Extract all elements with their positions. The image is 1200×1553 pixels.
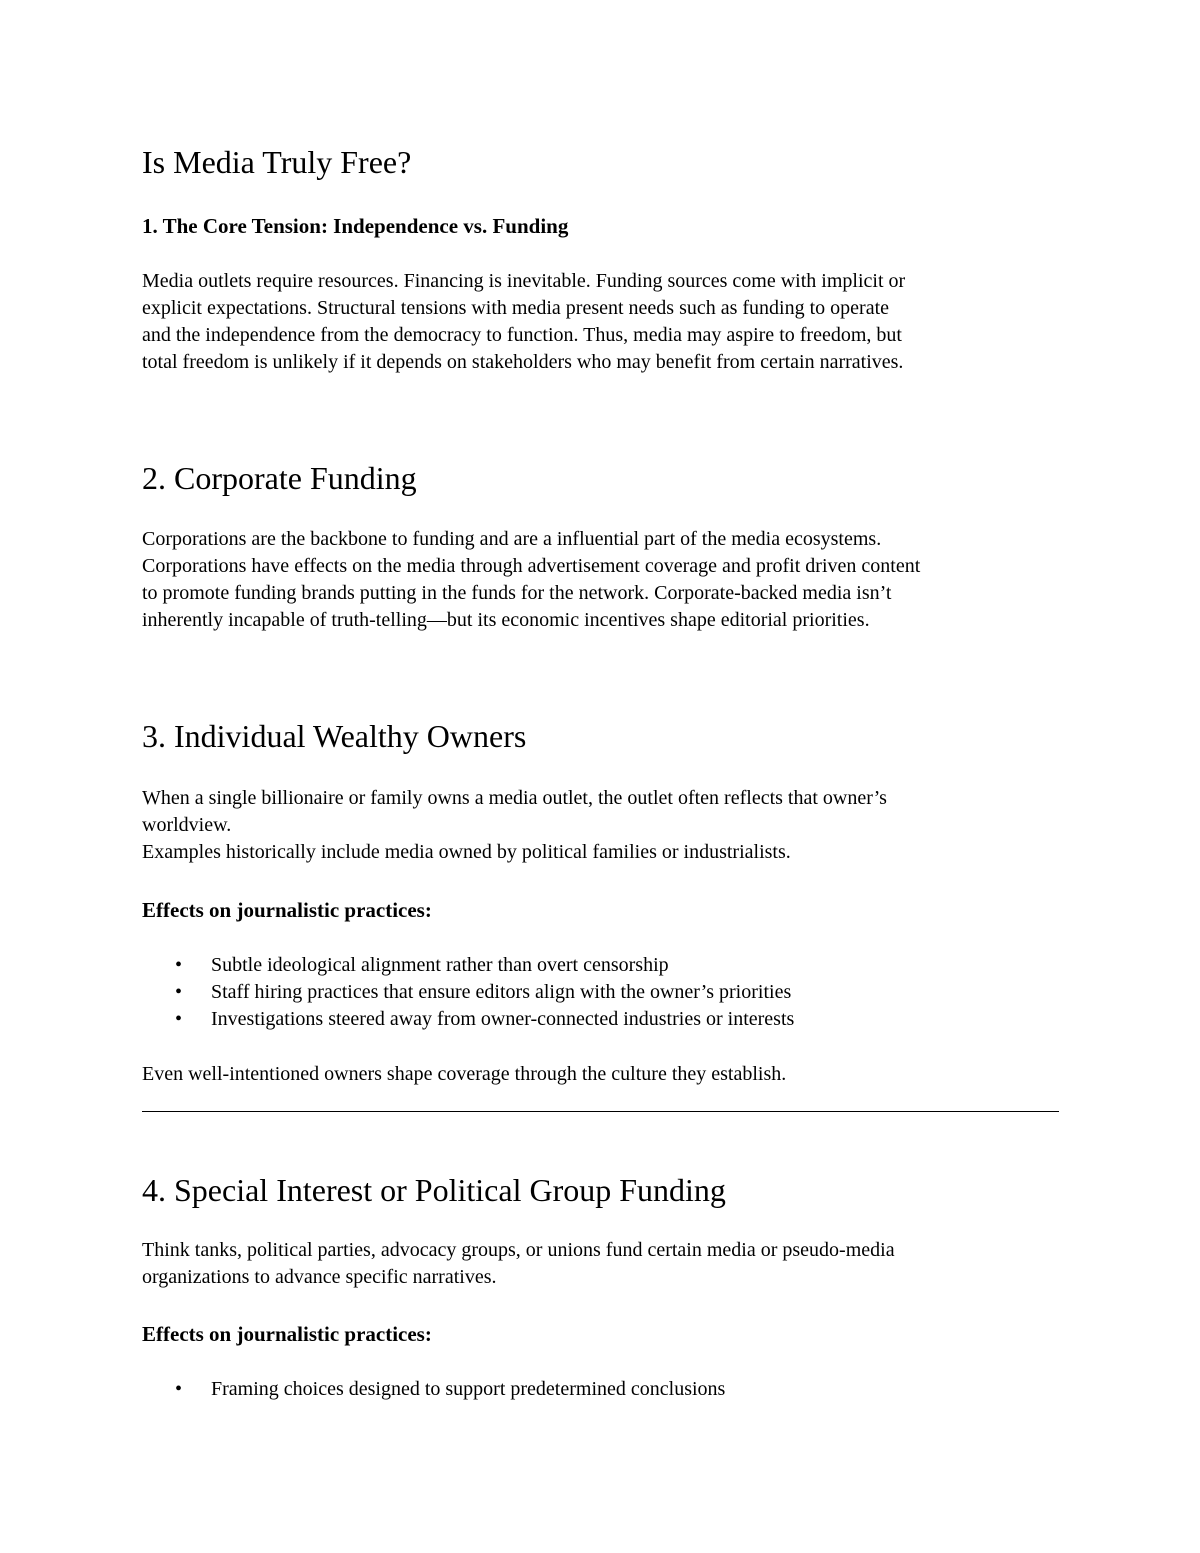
- paragraph-line: Examples historically include media owned by political families or industrialists.: [142, 841, 791, 863]
- section-2-paragraph: [142, 526, 1062, 634]
- section-3-closing: [142, 1061, 1062, 1088]
- section-1-heading: 1. The Core Tension: Independence vs. Funding: [142, 214, 569, 238]
- paragraph-line: worldview.: [142, 814, 232, 836]
- paragraph-line: explicit expectations. Structural tensions with media present needs such as funding to operate: [142, 297, 890, 319]
- bullet-icon: •: [175, 954, 183, 976]
- list-item: [142, 1376, 1062, 1403]
- section-4-paragraph: [142, 1237, 1062, 1291]
- paragraph-line: inherently incapable of truth-telling—but its economic incentives shape editorial priorities.: [142, 609, 870, 631]
- document-title: Is Media Truly Free?: [142, 144, 412, 180]
- bullet-icon: •: [175, 981, 183, 1003]
- section-4-effects-heading: Effects on journalistic practices:: [142, 1322, 432, 1346]
- list-item: [142, 1006, 1062, 1033]
- paragraph-line: Corporations have effects on the media through advertisement coverage and profit driven content: [142, 555, 921, 577]
- paragraph-line: and the independence from the democracy to function. Thus, media may aspire to freedom, but: [142, 324, 902, 346]
- paragraph-line: Even well-intentioned owners shape coverage through the culture they establish.: [142, 1063, 787, 1085]
- paragraph-line: Corporations are the backbone to funding and are a influential part of the media ecosystems.: [142, 528, 882, 550]
- paragraph-line: to promote funding brands putting in the funds for the network. Corporate-backed media isn’t: [142, 582, 892, 604]
- paragraph-line: organizations to advance specific narratives.: [142, 1266, 497, 1288]
- bullet-icon: •: [175, 1008, 183, 1030]
- list-item: [142, 952, 1062, 979]
- section-4-effects-list: [142, 1376, 1062, 1403]
- paragraph-line: When a single billionaire or family owns a media outlet, the outlet often reflects that owner’s: [142, 787, 887, 809]
- document-page: [142, 0, 1062, 1553]
- section-3-paragraph: [142, 785, 1062, 866]
- list-item-text: Subtle ideological alignment rather than overt censorship: [211, 954, 669, 976]
- bullet-icon: •: [175, 1378, 183, 1400]
- section-3-effects-heading: Effects on journalistic practices:: [142, 898, 432, 922]
- list-item-text: Staff hiring practices that ensure editors align with the owner’s priorities: [211, 981, 792, 1003]
- section-4-heading: 4. Special Interest or Political Group Funding: [142, 1172, 726, 1208]
- paragraph-line: total freedom is unlikely if it depends on stakeholders who may benefit from certain narratives.: [142, 351, 904, 373]
- list-item-text: Investigations steered away from owner-connected industries or interests: [211, 1008, 795, 1030]
- section-3-effects-list: [142, 952, 1062, 1033]
- section-1-paragraph: [142, 268, 1062, 376]
- section-3-heading: 3. Individual Wealthy Owners: [142, 718, 527, 754]
- paragraph-line: Media outlets require resources. Financing is inevitable. Funding sources come with implicit or: [142, 270, 906, 292]
- list-item: [142, 979, 1062, 1006]
- horizontal-rule: [142, 1111, 1059, 1112]
- list-item-text: Framing choices designed to support predetermined conclusions: [211, 1378, 726, 1400]
- section-2-heading: 2. Corporate Funding: [142, 460, 417, 496]
- paragraph-line: Think tanks, political parties, advocacy groups, or unions fund certain media or pseudo-media: [142, 1239, 895, 1261]
